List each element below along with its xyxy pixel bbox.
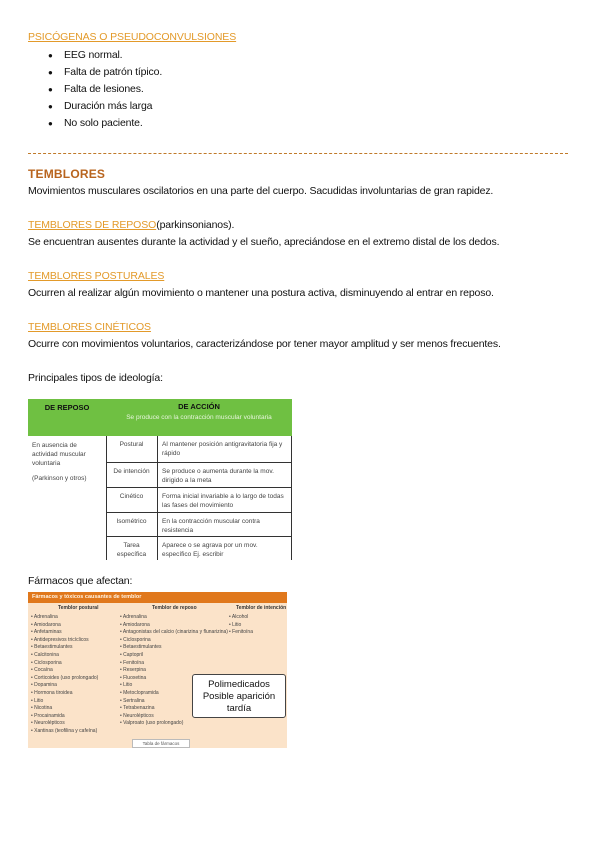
cineticos-text: Ocurre con movimientos voluntarios, caracterizándose por tener mayor amplitud y ser menos frecuentes.: [28, 338, 501, 350]
list-item: • Betaestimulantes: [120, 644, 228, 652]
cineticos-heading: TEMBLORES CINÉTICOS: [28, 321, 151, 333]
tremor-type: Postural: [106, 436, 158, 462]
list-item: • Litio: [31, 698, 98, 706]
list-item: • Hormona tiroidea: [31, 690, 98, 698]
list-item: • Ciclosporina: [120, 637, 228, 645]
table-row: [106, 462, 292, 487]
list-item: • Amiodarona: [120, 622, 228, 630]
list-item: • Fluoxetina: [120, 675, 228, 683]
list-item: • Nicotina: [31, 705, 98, 713]
reposo-line: [28, 219, 234, 231]
posturales-text: Ocurren al realizar algún movimiento o mantener una postura activa, disminuyendo al entrar en reposo.: [28, 287, 494, 299]
tremor-types-table: [28, 399, 292, 560]
header-accion-sub: Se produce con la contracción muscular voluntaria: [126, 414, 272, 421]
posturales-heading: TEMBLORES POSTURALES: [28, 270, 165, 282]
tremor-desc: Se produce o aumenta durante la mov. dirigido a la meta: [162, 468, 274, 484]
tremor-desc: En la contracción muscular contra resistencia: [162, 518, 260, 534]
list-item: • Fenitoína: [120, 660, 228, 668]
list-item: ● No solo paciente.: [48, 115, 162, 132]
tremor-desc: Al mantener posición antigravitatoria fija y rápido: [162, 441, 283, 457]
table-row: [106, 436, 292, 462]
list-item: • Litio: [120, 682, 228, 690]
tremor-desc: Aparece o se agrava por un mov. específico Ej. escribir: [162, 542, 258, 558]
list-item: • Antidepresivos tricíclicos: [31, 637, 98, 645]
list-item: • Adrenalina: [120, 614, 228, 622]
callout-line: Polimedicados: [208, 679, 270, 690]
temblores-title: TEMBLORES: [28, 167, 106, 181]
col-reposo: Temblor de reposo: [152, 605, 197, 611]
table-caption: Tabla de fármacos: [132, 739, 190, 748]
tremor-type: Tarea específica: [106, 537, 158, 560]
intencion-drug-list: [229, 614, 253, 637]
list-item: • Ciclosporina: [31, 660, 98, 668]
list-item: • Neurolépticos: [120, 713, 228, 721]
section-divider: [28, 153, 568, 154]
col-intencion: Temblor de intención: [236, 605, 287, 611]
list-item: • Metoclopramida: [120, 690, 228, 698]
reposo-example: (Parkinson y otros): [32, 475, 87, 482]
list-item: • Adrenalina: [31, 614, 98, 622]
header-accion-title: DE ACCIÓN: [178, 402, 220, 411]
col-postural: Temblor postural: [58, 605, 99, 611]
list-item: • Calcitonina: [31, 652, 98, 660]
list-item: ● Duración más larga: [48, 98, 162, 115]
reposo-heading: TEMBLORES DE REPOSO: [28, 219, 157, 231]
tipos-label: Principales tipos de ideología:: [28, 372, 163, 384]
psicogenas-list: [48, 47, 162, 132]
list-item: • Neurolépticos: [31, 720, 98, 728]
list-item: • Xantinas (teofilina y cafeína): [31, 728, 98, 736]
temblores-intro: Movimientos musculares oscilatorios en una parte del cuerpo. Sacudidas involuntarias de gran rapidez.: [28, 185, 494, 197]
list-item: • Alcohol: [229, 614, 253, 622]
header-reposo: DE REPOSO: [28, 399, 106, 436]
list-item: • Litio: [229, 622, 253, 630]
drugs-table: [28, 592, 287, 748]
header-accion: [106, 399, 292, 436]
tremor-type: Isométrico: [106, 513, 158, 536]
list-item: • Betaestimulantes: [31, 644, 98, 652]
postural-drug-list: [31, 614, 98, 736]
list-item: • Corticoides (uso prolongado): [31, 675, 98, 683]
reposo-desc: En ausencia de actividad muscular voluntaria: [32, 442, 86, 467]
list-item: • Dopamina: [31, 682, 98, 690]
reposo-cell: [28, 436, 106, 560]
list-item: • Valproato (uso prolongado): [120, 720, 228, 728]
psicogenas-heading: PSICÓGENAS O PSEUDOCONVULSIONES: [28, 31, 237, 43]
farmacos-label: Fármacos que afectan:: [28, 575, 133, 587]
callout-line: tardía: [226, 703, 252, 714]
list-item: ● EEG normal.: [48, 47, 162, 64]
list-item: • Cocaína: [31, 667, 98, 675]
list-item: • Tetrabenazina: [120, 705, 228, 713]
list-item: • Antagonistas del calcio (cinarizina y flunarizina): [120, 629, 228, 637]
table-row: [106, 536, 292, 560]
table-row: [106, 512, 292, 536]
list-item: • Fenitoína: [229, 629, 253, 637]
reposo-text: Se encuentran ausentes durante la actividad y el sueño, apreciándose en el extremo distal de los dedos.: [28, 236, 500, 248]
callout-box: [192, 674, 286, 718]
tremor-desc: Forma inicial invariable a lo largo de todas las fases del movimiento: [162, 493, 284, 509]
list-item: ● Falta de patrón típico.: [48, 64, 162, 81]
list-item: • Captopril: [120, 652, 228, 660]
reposo-suffix: (parkinsonianos).: [156, 219, 235, 231]
list-item: • Procainamida: [31, 713, 98, 721]
tremor-type: De intención: [106, 463, 158, 487]
list-item: • Sertralina: [120, 698, 228, 706]
list-item: ● Falta de lesiones.: [48, 81, 162, 98]
list-item: • Anfetaminas: [31, 629, 98, 637]
list-item: • Reserpina: [120, 667, 228, 675]
list-item: • Amiodarona: [31, 622, 98, 630]
drugs-table-title: Fármacos y tóxicos causantes de temblor: [28, 592, 287, 603]
table-row: [106, 487, 292, 512]
callout-line: Posible aparición: [202, 691, 276, 702]
tremor-type: Cinético: [106, 488, 158, 512]
